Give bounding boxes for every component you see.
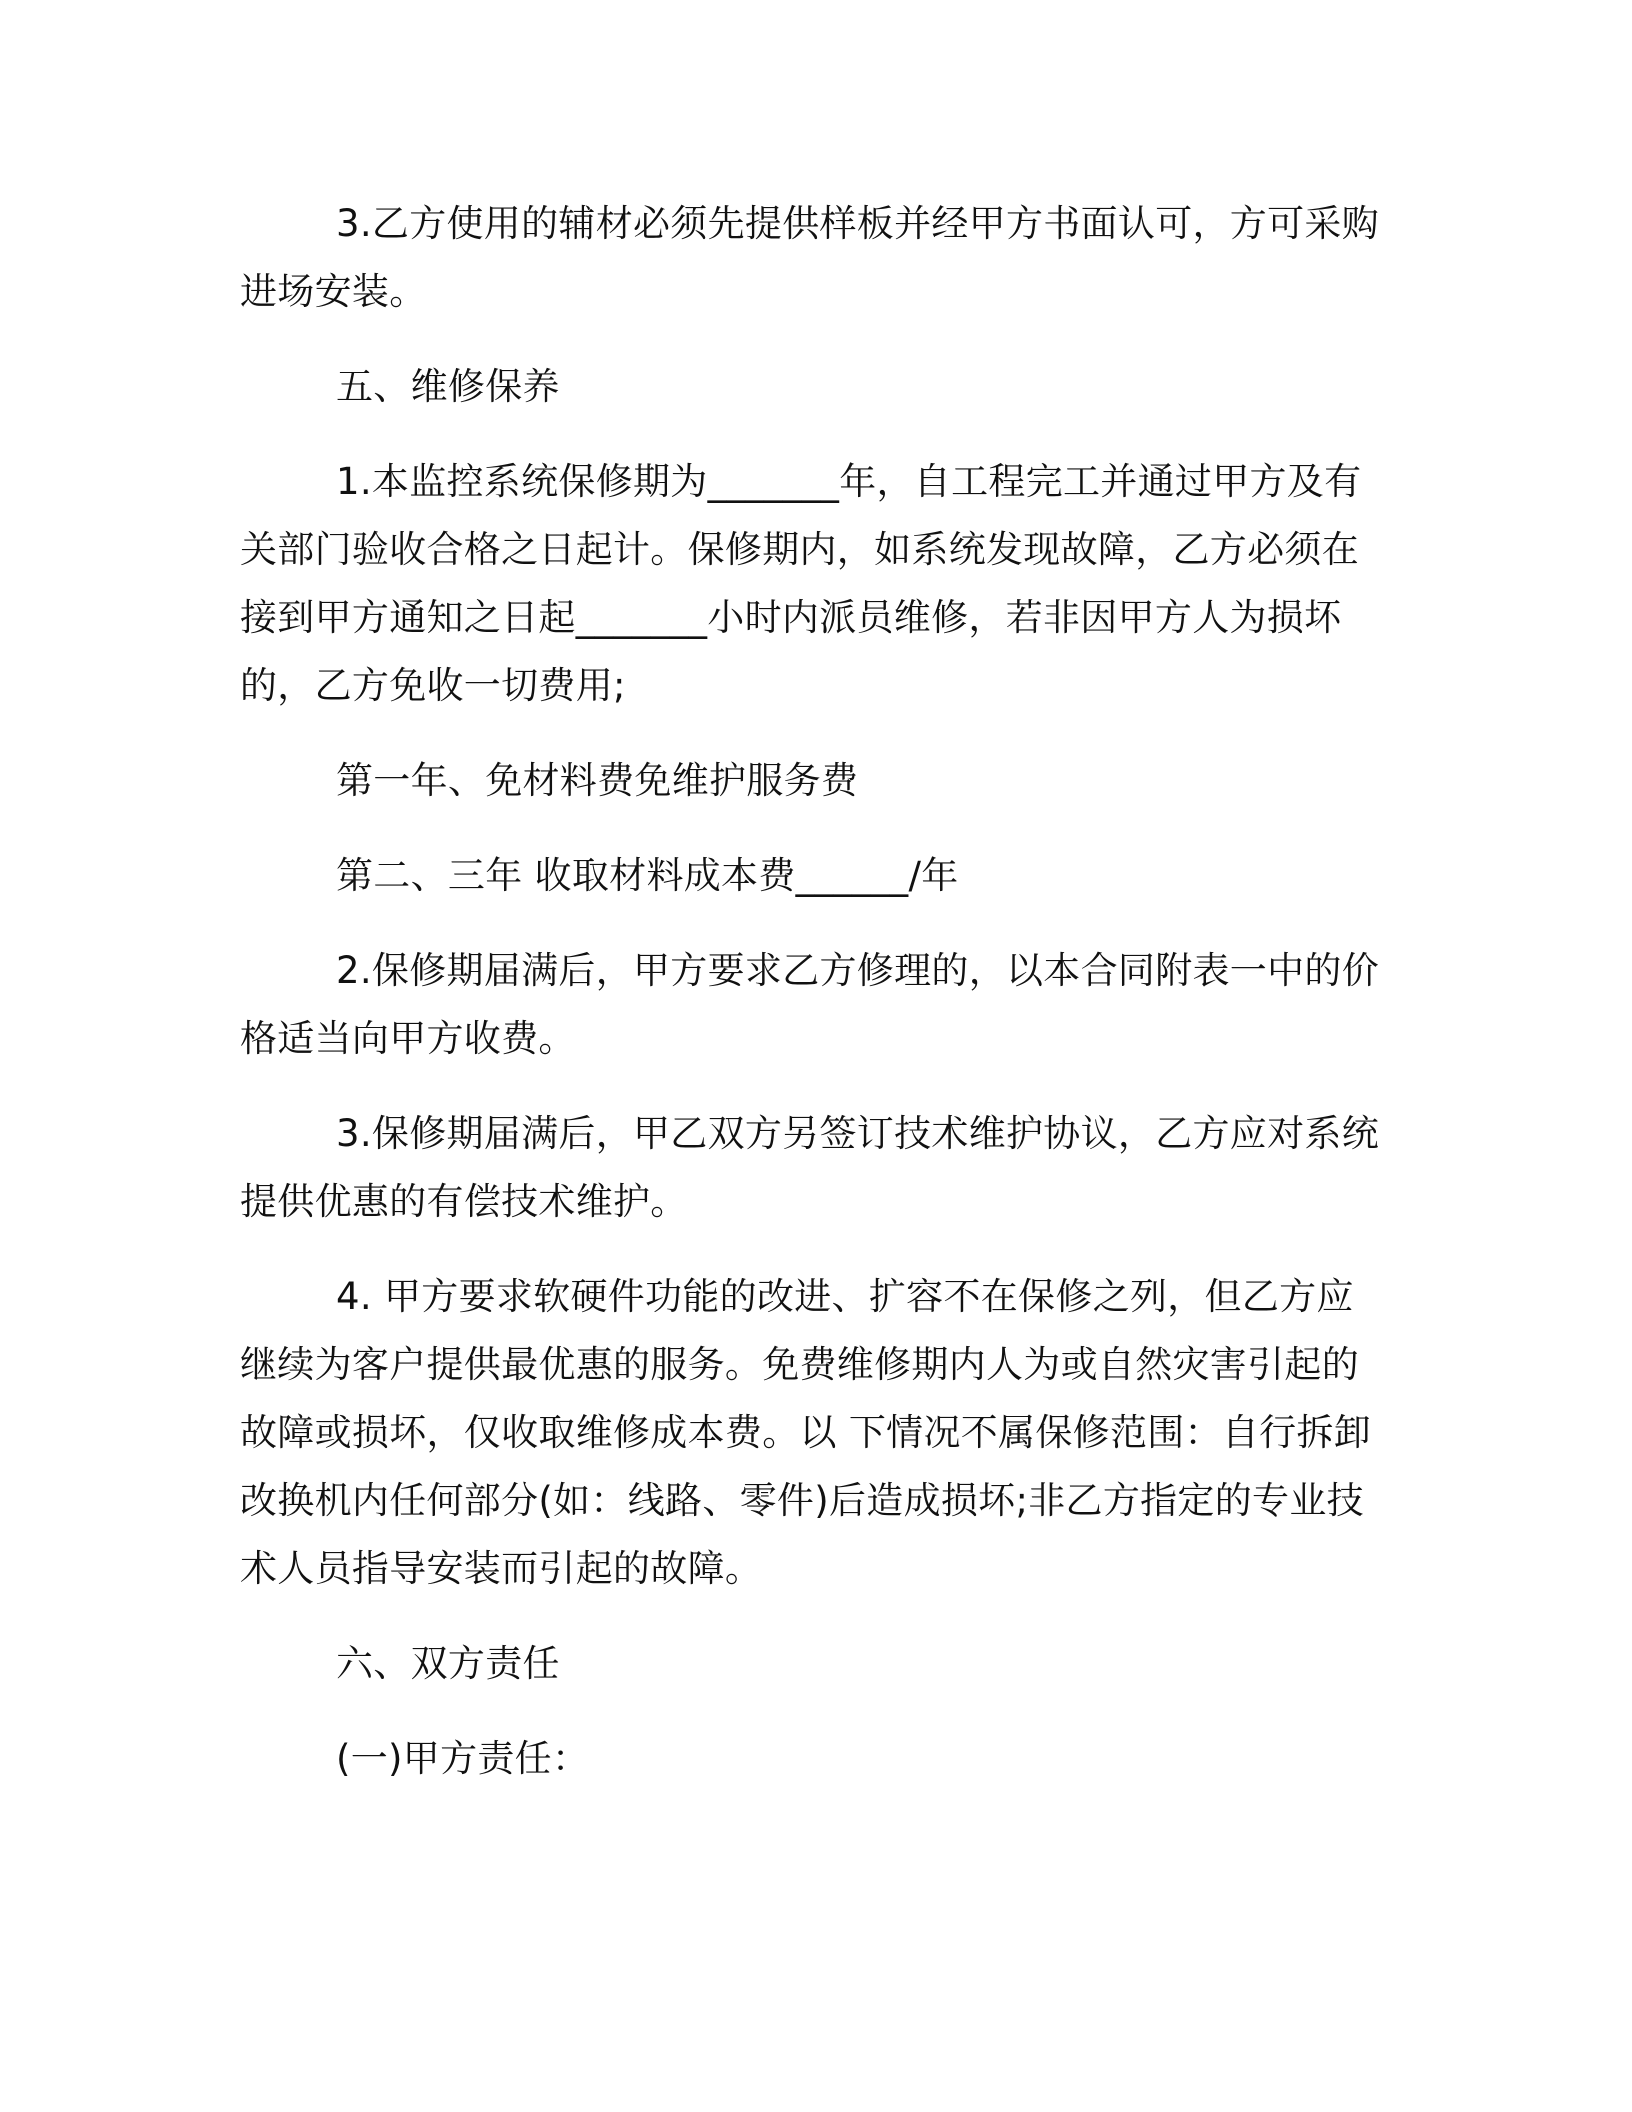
section-heading-responsibilities: 六、双方责任 — [336, 1642, 560, 1685]
document-body — [240, 190, 1390, 1793]
paragraph-warranty-exclusions: 4. 甲方要求软硬件功能的改进、扩容不在保修之列，但乙方应继续为客户提供最优惠的服务。免费维修期内人为或自然灾害引起的故障或损坏，仅收取维修成本费。以 下情况不属保修范围：自行拆卸改换机内任何部分(如：线路、零件)后造成损坏;非乙方指定的专业技术人员指导安装而引起的故障。 — [240, 1275, 1372, 1590]
paragraph-second-third-year: 第二、三年 收取材料成本费______/年 — [336, 854, 959, 897]
paragraph-maintenance-agreement: 3.保修期届满后，甲乙双方另签订技术维护协议，乙方应对系统提供优惠的有偿技术维护。 — [240, 1112, 1379, 1223]
paragraph-first-year: 第一年、免材料费免维护服务费 — [336, 759, 859, 802]
subheading-party-a-responsibilities: (一)甲方责任： — [336, 1737, 590, 1780]
paragraph-auxiliary-materials: 3.乙方使用的辅材必须先提供样板并经甲方书面认可，方可采购进场安装。 — [240, 202, 1379, 313]
paragraph-after-warranty-fees: 2.保修期届满后，甲方要求乙方修理的，以本合同附表一中的价格适当向甲方收费。 — [240, 949, 1379, 1060]
paragraph-warranty-period: 1.本监控系统保修期为_______年，自工程完工并通过甲方及有关部门验收合格之日起计。保修期内，如系统发现故障，乙方必须在接到甲方通知之日起_______小时内派员维修，若非因甲方人为损坏的，乙方免收一切费用; — [240, 460, 1362, 707]
section-heading-maintenance: 五、维修保养 — [336, 365, 560, 408]
